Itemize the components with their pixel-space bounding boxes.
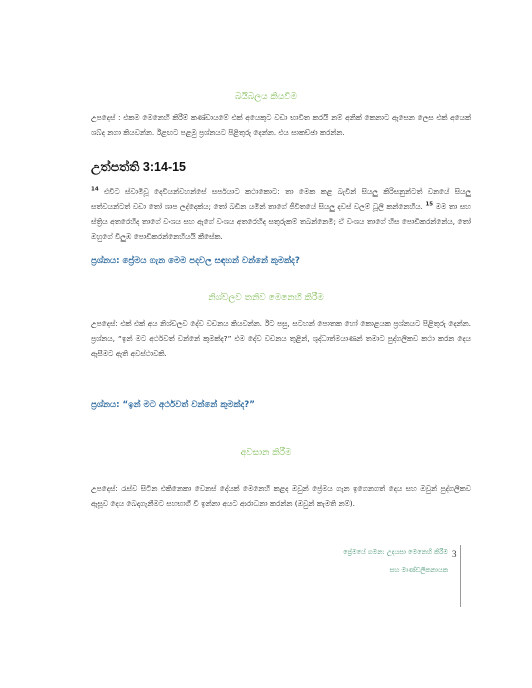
footer-title-line-1: ප්‍රේමයේ ගමන: උදයසා මෙනෙහි කිරීම — [343, 548, 448, 556]
bible-reading-instruction: උපදෙස් : එකම මෙනෙහි කිරීම් කණ්ඩායමේ එක් අයෙකුට වඩා භාවිත කරයි නම් අනික් කෙනාට ඇසෙන ලෙස එක් අයෙක් ශබ්ද නගා කියවන්න. ඊළඟට පළමු ප්‍රශ්නයට පිළිතුරු දෙන්න. එය සාකච්ඡා කරන්න. — [91, 113, 471, 137]
question-meaning: ප්‍රශ්නය: “ඉන් මට අර්ථවත් වන්නේ කුමක්ද?” — [91, 400, 255, 410]
verse-number-14: 14 — [91, 186, 99, 193]
closing-instruction: උපදෙස්: රැස්ව සිටින එකිනෙකා වෙනස් දේයක් මෙනෙහි කළද ඔවුන් ප්‍රේමය ගැන ඉගෙනගත් දෙය සහ ඔවුන් පුද්ගලිකව ඇසූව දෙය බෙදාගැනීමට සහභාගී වී ඉන්නා අයට ආරාධනා කරන්න (ඔවුන් කැමති නම්). — [91, 484, 471, 508]
verse-15-text: මම තා සහ ස්ත්‍රිය අතරෙහිද තාගේ වංශය සහ ඇගේ වංශය අතරෙහිද සතුරුකම් තබන්නෙමි; ඒ වංශය තාගේ හිස පොඩිකරන්නේය, තෝ ඔහුගේ විලුඹ පොඩිකරන්නෙහියයි කීසේක. — [91, 202, 471, 241]
question-love-passage: ප්‍රශ්නය: ප්‍රේමය ගැන මෙම පදවල සඳහන් වන්නේ කුමක්ද? — [91, 256, 300, 266]
bible-reading-heading: බයිබලය කියවීම — [234, 92, 298, 102]
footer-title-line-2: සහ මාණ්ඩලිකනායක — [389, 566, 448, 574]
page-number: 3 — [452, 549, 457, 559]
verse-number-15: 15 — [425, 201, 434, 208]
closing-heading: අවසාන කිරීම — [240, 448, 292, 458]
silent-meditation-heading: නිශ්චලව තනිව මෙනෙහි කිරීම — [208, 293, 324, 303]
scripture-reference: උත්පත්ති 3:14-15 — [91, 160, 187, 174]
verse-14-text: එවිට ස්වාමිවූ දෙවියන්වහන්සේ සර්පයාට කථාකොට: තා මෙක කළ බැවින් සියලු කිරිසනුන්ටත් වනයේ සියලු සත්වයන්ටත් වඩා තෝ ශාප ලද්දෙක්ය; තෝ බඩින යමින් තාගේ ජීවිතයේ සියලු දවස් වලම් ධූලි කන්නෙහිය. — [91, 187, 471, 211]
footer-divider — [460, 545, 461, 607]
silent-meditation-instruction: උපදෙස්: එක් එක් අය නිශ්චලව දේව වචනය කියවන්න. ඊට පසු, සටහන් පොතක හෝ කොළයක ප්‍රශ්නයට පිළිතුරු දෙන්න. ප්‍රශ්නය, “ඉන් මට අර්ථවත් වන්නේ කුමක්ද?” එම දේව වචනය තුළින්, ශුද්ධාත්මයාණන් තමාට පුද්ගලිකව කථා කරන දෙය ඇසීමට ඇති අවස්ථාවකි. — [91, 319, 471, 358]
scripture-text — [91, 184, 471, 244]
